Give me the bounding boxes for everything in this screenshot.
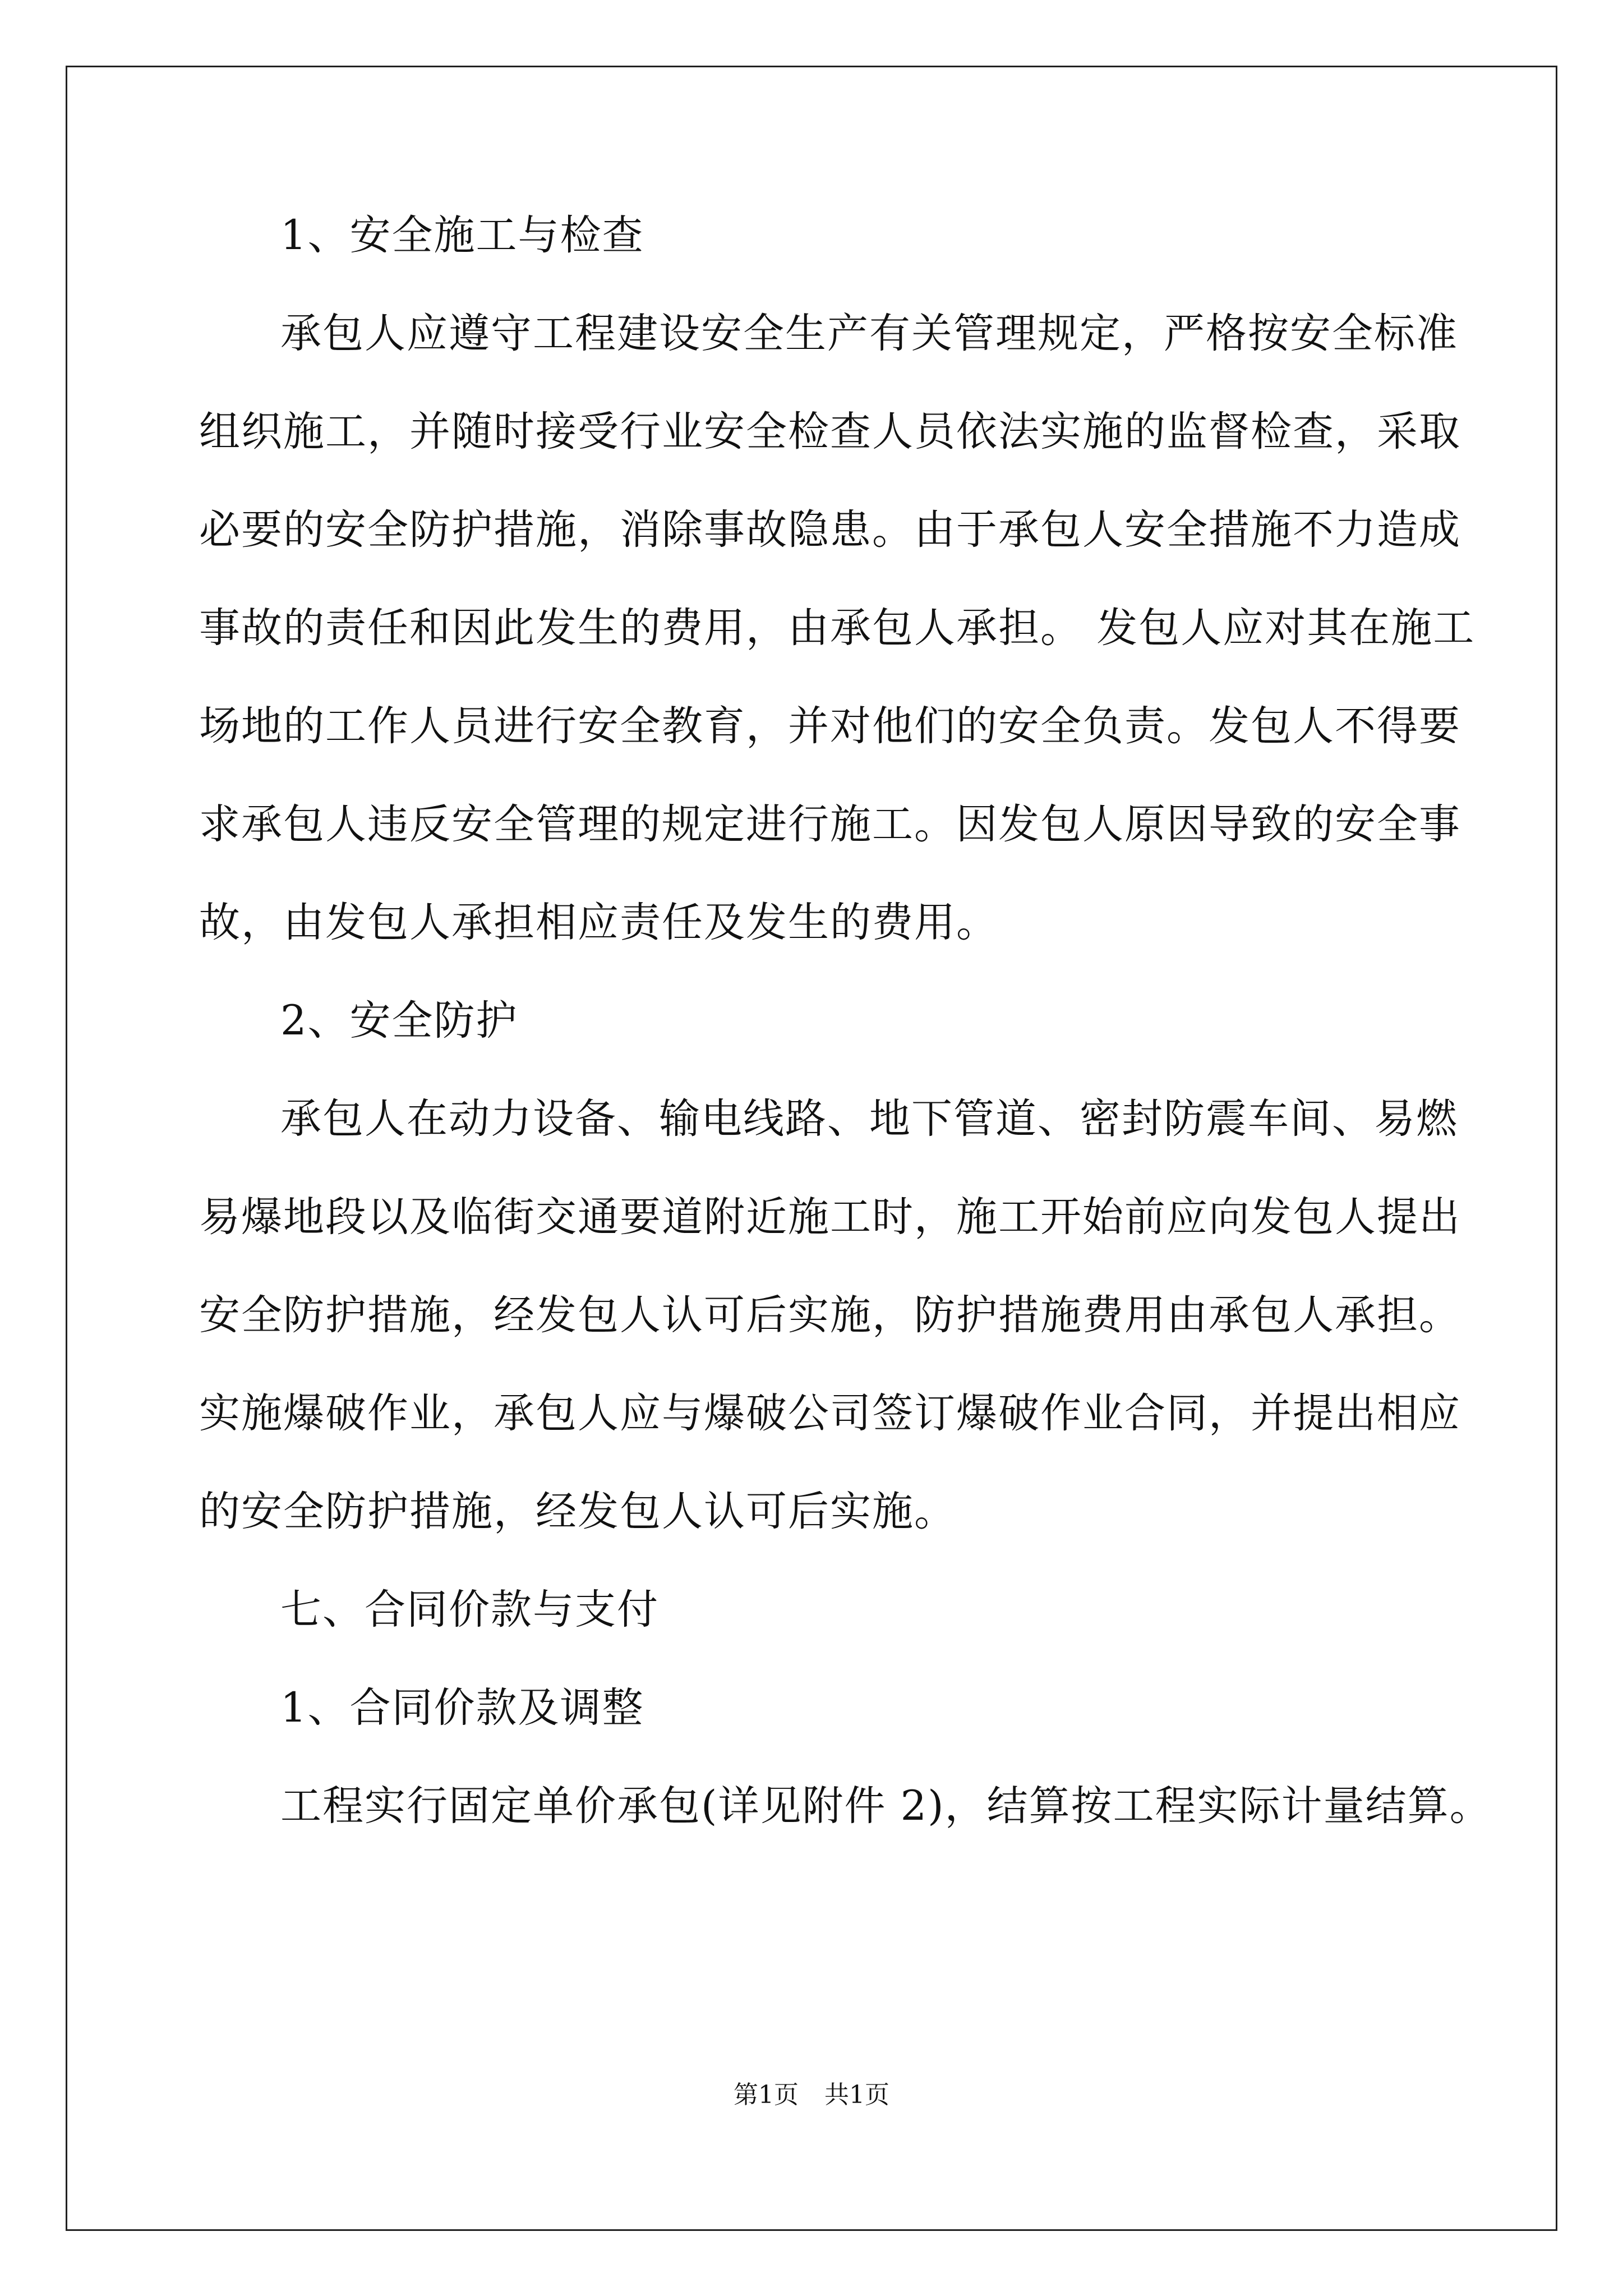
- page-footer: [0, 2078, 1623, 2112]
- paragraph-line: 求承包人违反安全管理的规定进行施工。因发包人原因导致的安全事: [199, 800, 1461, 848]
- page-total: 共1页: [824, 2081, 889, 2109]
- page-number: 第1页: [734, 2081, 799, 2109]
- section-heading: 1、安全施工与检查: [280, 211, 644, 259]
- section-heading: 1、合同价款及调整: [280, 1684, 644, 1732]
- paragraph-line: 场地的工作人员进行安全教育，并对他们的安全负责。发包人不得要: [199, 702, 1461, 750]
- paragraph-line: 必要的安全防护措施，消除事故隐患。由于承包人安全措施不力造成: [199, 506, 1461, 554]
- paragraph-line: 承包人应遵守工程建设安全生产有关管理规定，严格按安全标准: [280, 310, 1458, 357]
- paragraph-line: 故，由发包人承担相应责任及发生的费用。: [199, 899, 998, 946]
- paragraph-line: 承包人在动力设备、输电线路、地下管道、密封防震车间、易燃: [280, 1095, 1458, 1143]
- page-border: [66, 66, 1557, 2231]
- paragraph-line: 易爆地段以及临街交通要道附近施工时，施工开始前应向发包人提出: [199, 1193, 1461, 1241]
- paragraph-line: 工程实行固定单价承包(详见附件 2)，结算按工程实际计量结算。: [280, 1782, 1492, 1830]
- paragraph-line: 安全防护措施，经发包人认可后实施，防护措施费用由承包人承担。: [199, 1291, 1461, 1339]
- chapter-heading: 七、合同价款与支付: [280, 1586, 659, 1634]
- paragraph-line: 事故的责任和因此发生的费用，由承包人承担。 发包人应对其在施工: [199, 604, 1476, 652]
- section-heading: 2、安全防护: [280, 997, 518, 1045]
- paragraph-line: 的安全防护措施，经发包人认可后实施。: [199, 1488, 956, 1535]
- paragraph-line: 组织施工，并随时接受行业安全检查人员依法实施的监督检查，采取: [199, 408, 1461, 455]
- paragraph-line: 实施爆破作业，承包人应与爆破公司签订爆破作业合同，并提出相应: [199, 1389, 1461, 1437]
